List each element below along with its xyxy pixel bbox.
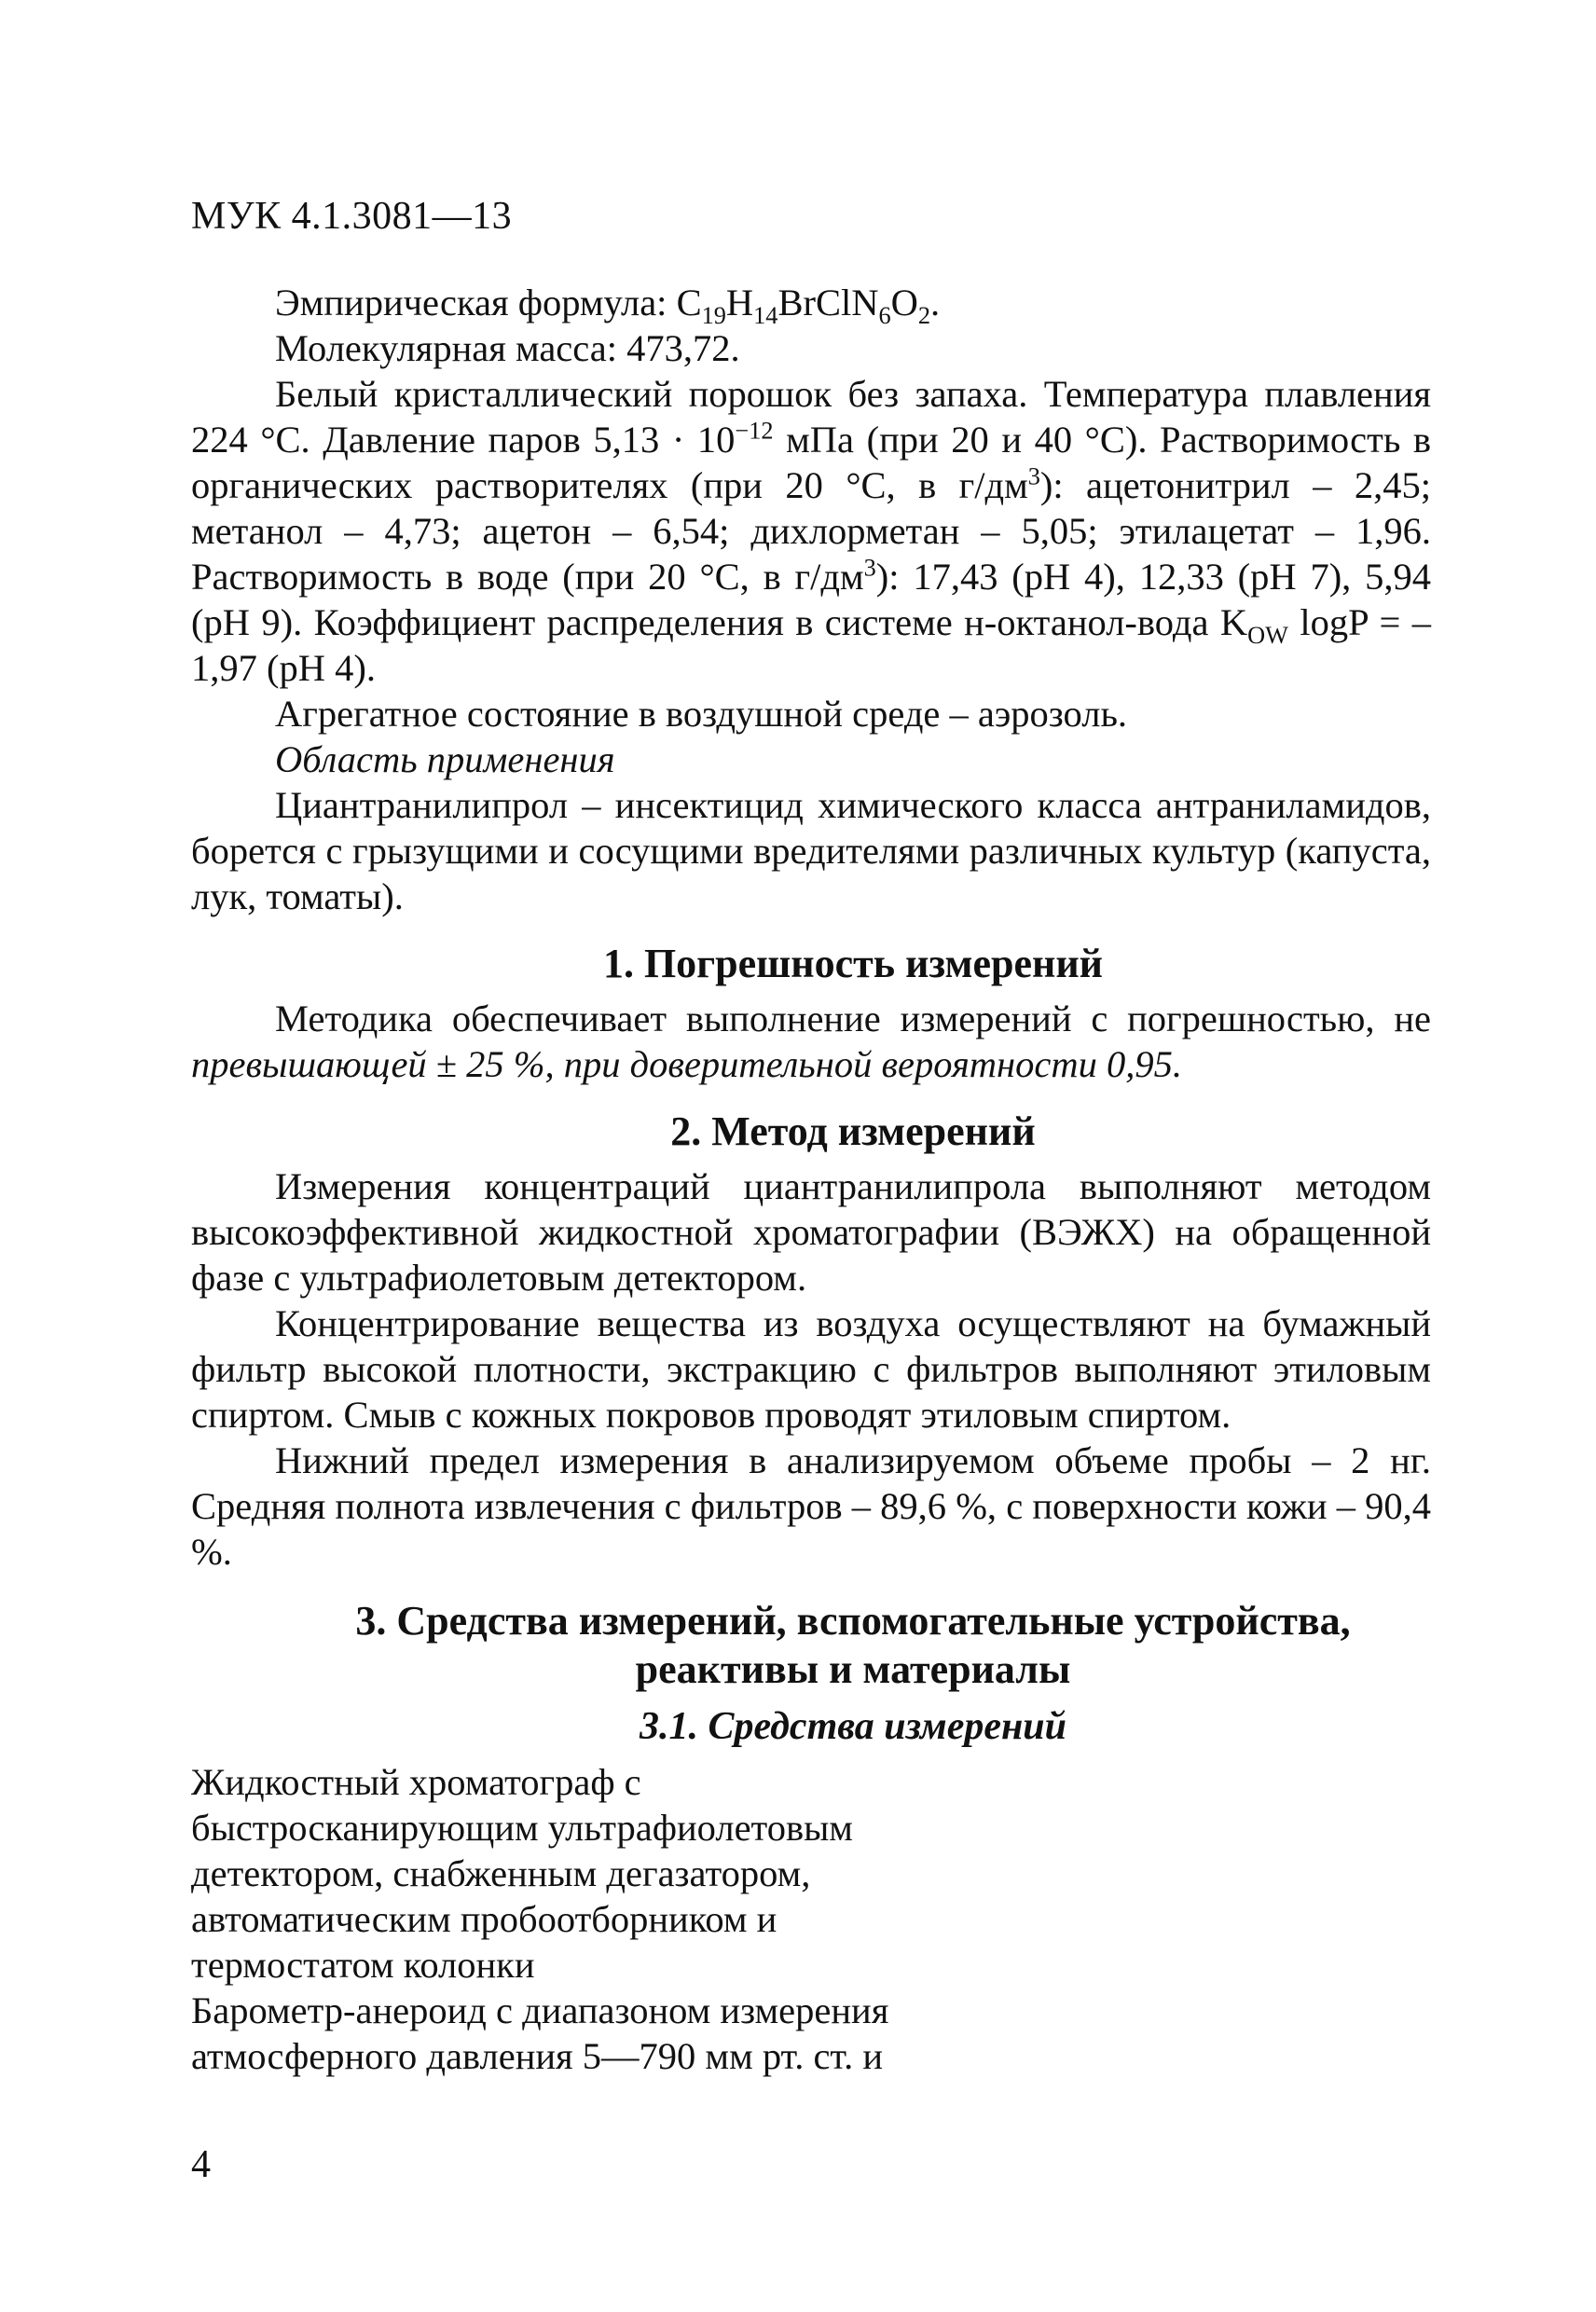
measurement-means-list: [191, 1759, 937, 2079]
section-2-para-1: Измерения концентраций циантранилипрола выполняют методом высокоэффективной жидкостной хроматографии (ВЭЖХ) на обращенной фазе с ультрафиолетовым детектором.: [191, 1165, 1431, 1299]
aggregate-state: Агрегатное состояние в воздушной среде – аэрозоль.: [275, 693, 1128, 735]
section-3-title-line-1: 3. Средства измерений, вспомогательные устройства,: [355, 1598, 1351, 1644]
section-1-title: 1. Погрешность измерений: [602, 941, 1104, 986]
section-1-text: Методика обеспечивает выполнение измерений с погрешностью, не превышающей ± 25 %, при доверительной вероятности 0,95.: [191, 998, 1431, 1085]
page-number: 4: [191, 2143, 211, 2186]
document-header: МУК 4.1.3081—13: [191, 195, 513, 238]
list-item: Жидкостный хроматограф с быстросканирующим ультрафиолетовым детектором, снабженным дегазатором, автоматическим пробоотборником и термостатом колонки: [191, 1761, 853, 1986]
section-3-title-line-2: реактивы и материалы: [635, 1646, 1071, 1692]
properties-paragraph: Белый кристаллический порошок без запаха. Температура плавления 224 °C. Давление паров $5,13 \cdot 10^{-12}$ мПа (при 20 и 40 °C). Растворимость в органических растворителях (при 20 °C, в $г/дм^3$): ацетонитрил – 2,45; метанол – 4,73; ацетон – 6,54; дихлорметан – 5,05; этилацетат – 1,96. Растворимость в воде (при 20 °C, в $г/дм^3$): 17,43 (pH 4), 12,33 (pH 7), 5,94 (pH 9). Коэффициент распределения в системе н-октанол-вода $K_{OW}$ logP = –1,97 (pH 4).: [191, 373, 1431, 689]
subsection-3-1-title: 3.1. Средства измерений: [639, 1705, 1067, 1748]
empirical-formula: Эмпирическая формула: $C_{19}H_{14}BrClN_6O_2$.: [275, 282, 941, 330]
section-2-title: 2. Метод измерений: [670, 1108, 1036, 1154]
area-title: Область применения: [275, 738, 615, 780]
list-item: Барометр-анероид с диапазоном измерения атмосферного давления 5—790 мм рт. ст. и: [191, 1989, 889, 2077]
area-text: Циантранилипрол – инсектицид химического класса антраниламидов, борется с грызущими и сосущими вредителями различных культур (капуста, лук, томаты).: [191, 784, 1431, 917]
molar-mass: Молекулярная масса: 473,72.: [275, 327, 740, 369]
main-text: [191, 280, 1431, 2079]
section-2-para-2: Концентрирование вещества из воздуха осуществляют на бумажный фильтр высокой плотности, экстракцию с фильтров выполняют этиловым спиртом. Смыв с кожных покровов проводят этиловым спиртом.: [191, 1302, 1431, 1436]
section-2-para-3: Нижний предел измерения в анализируемом объеме пробы – 2 нг. Средняя полнота извлечения с фильтров – 89,6 %, с поверхности кожи – 90,4 %.: [191, 1439, 1431, 1573]
